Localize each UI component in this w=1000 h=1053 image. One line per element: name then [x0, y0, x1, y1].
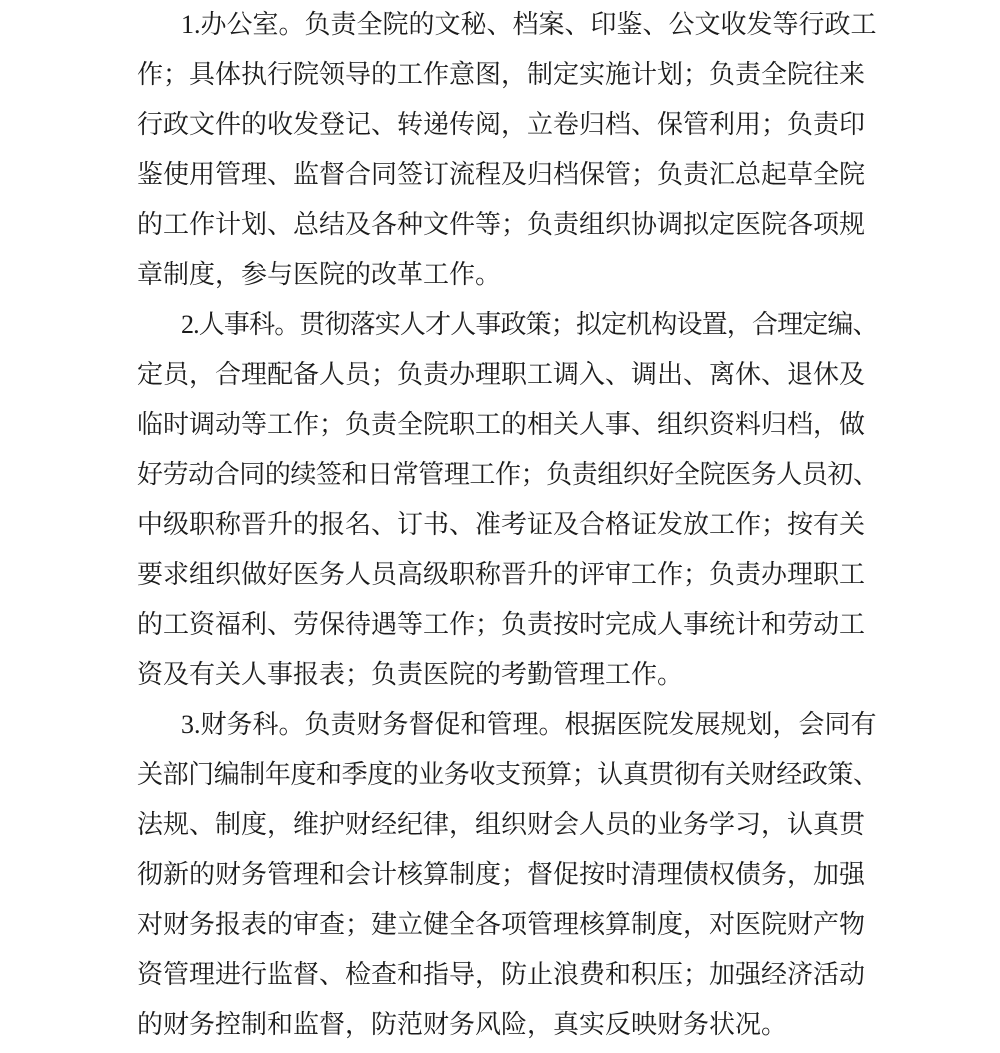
paragraph-personnel [137, 300, 879, 700]
text-line: 作；具体执行院领导的工作意图，制定实施计划；负责全院往来 [137, 60, 866, 89]
text-line: 行政文件的收发登记、转递传阅，立卷归档、保管利用；负责印 [137, 110, 866, 139]
text-line: 好劳动合同的续签和日常管理工作；负责组织好全院医务人员初、 [137, 460, 879, 489]
text-line: 1.办公室。负责全院的文秘、档案、印鉴、公文收发等行政工 [181, 10, 877, 39]
text-line: 鉴使用管理、监督合同签订流程及归档保管；负责汇总起草全院 [137, 160, 866, 189]
text-line: 的工作计划、总结及各种文件等；负责组织协调拟定医院各项规 [137, 210, 866, 239]
text-line: 章制度，参与医院的改革工作。 [137, 260, 502, 289]
text-line: 彻新的财务管理和会计核算制度；督促按时清理债权债务，加强 [137, 860, 866, 889]
text-line: 定员，合理配备人员；负责办理职工调入、调出、离休、退休及 [137, 360, 866, 389]
text-line: 的财务控制和监督，防范财务风险，真实反映财务状况。 [137, 1010, 788, 1039]
text-line: 2.人事科。贯彻落实人才人事政策；拟定机构设置，合理定编、 [181, 310, 878, 339]
text-line: 法规、制度，维护财经纪律，组织财会人员的业务学习，认真贯 [137, 810, 866, 839]
text-line: 资管理进行监督、检查和指导，防止浪费和积压；加强经济活动 [137, 960, 866, 989]
text-line: 要求组织做好医务人员高级职称晋升的评审工作；负责办理职工 [137, 560, 866, 589]
text-line: 的工资福利、劳保待遇等工作；负责按时完成人事统计和劳动工 [137, 610, 866, 639]
paragraph-finance [137, 700, 879, 1050]
text-line: 关部门编制年度和季度的业务收支预算；认真贯彻有关财经政策、 [137, 760, 879, 789]
document-text-block [137, 0, 879, 1050]
text-line: 临时调动等工作；负责全院职工的相关人事、组织资料归档，做 [137, 410, 866, 439]
text-line: 中级职称晋升的报名、订书、准考证及合格证发放工作；按有关 [137, 510, 866, 539]
paragraph-office [137, 0, 879, 300]
text-line: 3.财务科。负责财务督促和管理。根据医院发展规划，会同有 [181, 710, 877, 739]
text-line: 资及有关人事报表；负责医院的考勤管理工作。 [137, 660, 684, 689]
text-line: 对财务报表的审查；建立健全各项管理核算制度，对医院财产物 [137, 910, 866, 939]
